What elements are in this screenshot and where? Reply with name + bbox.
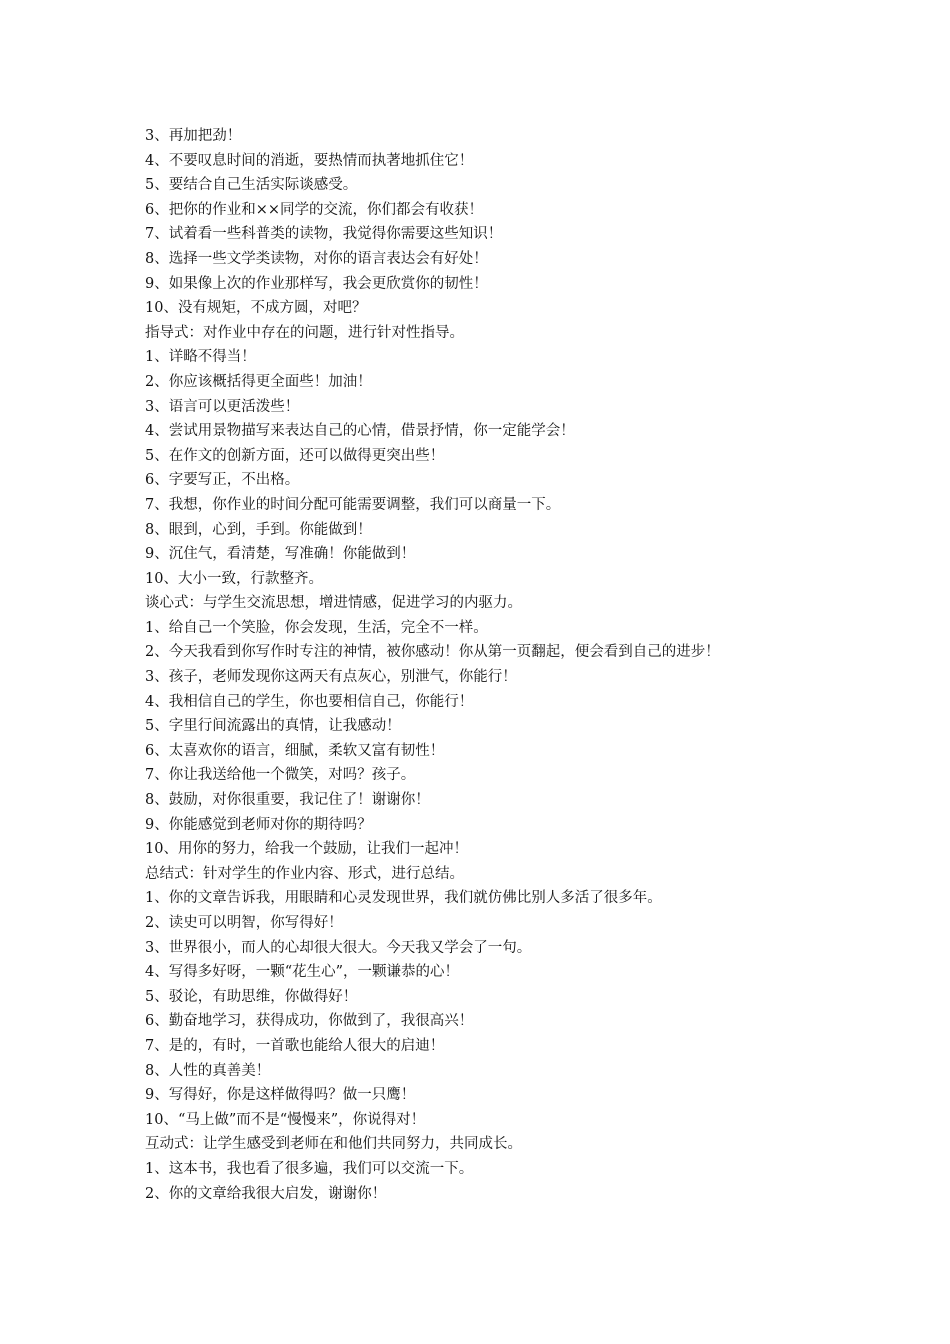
text-line: 3、再加把劲！ [145,128,242,144]
text-line: 2、今天我看到你写作时专注的神情，被你感动！你从第一页翻起，便会看到自己的进步！ [145,644,720,661]
text-line: 6、太喜欢你的语言，细腻，柔软又富有韧性！ [145,742,445,759]
text-line: 5、驳论，有助思维，你做得好！ [145,988,358,1005]
text-line: 9、如果像上次的作业那样写，我会更欣赏你的韧性！ [145,275,488,292]
text-line: 7、我想，你作业的时间分配可能需要调整，我们可以商量一下。 [145,496,561,513]
text-line: 3、语言可以更活泼些！ [145,398,300,415]
text-line: 1、这本书，我也看了很多遍，我们可以交流一下。 [145,1160,474,1177]
text-line: 8、鼓励，对你很重要，我记住了！谢谢你！ [145,792,430,809]
text-line: 2、读史可以明智，你写得好！ [145,915,343,931]
text-line: 5、字里行间流露出的真情，让我感动！ [145,718,401,735]
text-line: 4、尝试用景物描写来表达自己的心情，借景抒情，你一定能学会！ [145,423,575,440]
document-body [145,124,845,1206]
text-line: 10、大小一致，行款整齐。 [145,570,323,587]
text-line: 7、试着看一些科普类的读物，我觉得你需要这些知识！ [145,226,503,243]
text-line: 1、你的文章告诉我，用眼睛和心灵发现世界，我们就仿佛比别人多活了很多年。 [145,890,662,907]
text-line: 5、要结合自己生活实际谈感受。 [145,177,358,194]
section-heading: 互动式：让学生感受到老师在和他们共同努力，共同成长。 [145,1136,522,1153]
text-line: 9、你能感觉到老师对你的期待吗？ [145,816,372,833]
section-heading: 谈心式：与学生交流思想，增进情感，促进学习的内驱力。 [145,595,522,612]
text-line: 1、给自己一个笑脸，你会发现，生活，完全不一样。 [145,619,488,636]
text-line: 4、写得多好呀，一颗“花生心”，一颗谦恭的心！ [145,964,460,981]
text-line: 10、用你的努力，给我一个鼓励，让我们一起冲！ [145,841,468,858]
text-line: 6、字要写正，不出格。 [145,472,300,489]
text-line: 6、把你的作业和××同学的交流，你们都会有收获！ [145,201,484,218]
text-line: 1、详略不得当！ [145,349,256,366]
text-line: 7、是的，有时，一首歌也能给人很大的启迪！ [145,1037,445,1054]
text-line: 10、没有规矩，不成方圆，对吧？ [145,300,367,317]
text-line: 3、世界很小，而人的心却很大很大。今天我又学会了一句。 [145,939,532,956]
text-line: 10、“马上做”而不是“慢慢来”，你说得对！ [145,1111,426,1128]
text-line: 4、我相信自己的学生，你也要相信自己，你能行！ [145,693,474,710]
text-line: 5、在作文的创新方面，还可以做得更突出些！ [145,447,445,464]
text-line: 6、勤奋地学习，获得成功，你做到了，我很高兴！ [145,1013,474,1030]
text-line: 8、人性的真善美！ [145,1062,271,1079]
section-heading: 总结式：针对学生的作业内容、形式，进行总结。 [145,865,464,882]
text-line: 4、不要叹息时间的消逝，要热情而执著地抓住它！ [145,152,474,169]
text-line: 2、你应该概括得更全面些！加油！ [145,373,372,390]
section-heading: 指导式：对作业中存在的问题，进行针对性指导。 [145,324,464,341]
text-line: 8、选择一些文学类读物，对你的语言表达会有好处！ [145,250,488,267]
text-line: 9、沉住气，看清楚，写准确！你能做到！ [145,546,416,563]
text-line: 3、孩子，老师发现你这两天有点灰心，别泄气，你能行！ [145,669,517,686]
text-line: 7、你让我送给他一个微笑，对吗？孩子。 [145,767,416,784]
text-line: 8、眼到，心到，手到。你能做到！ [145,521,372,538]
text-line: 9、写得好，你是这样做得吗？做一只鹰！ [145,1087,416,1104]
text-line: 2、你的文章给我很大启发，谢谢你！ [145,1185,387,1202]
